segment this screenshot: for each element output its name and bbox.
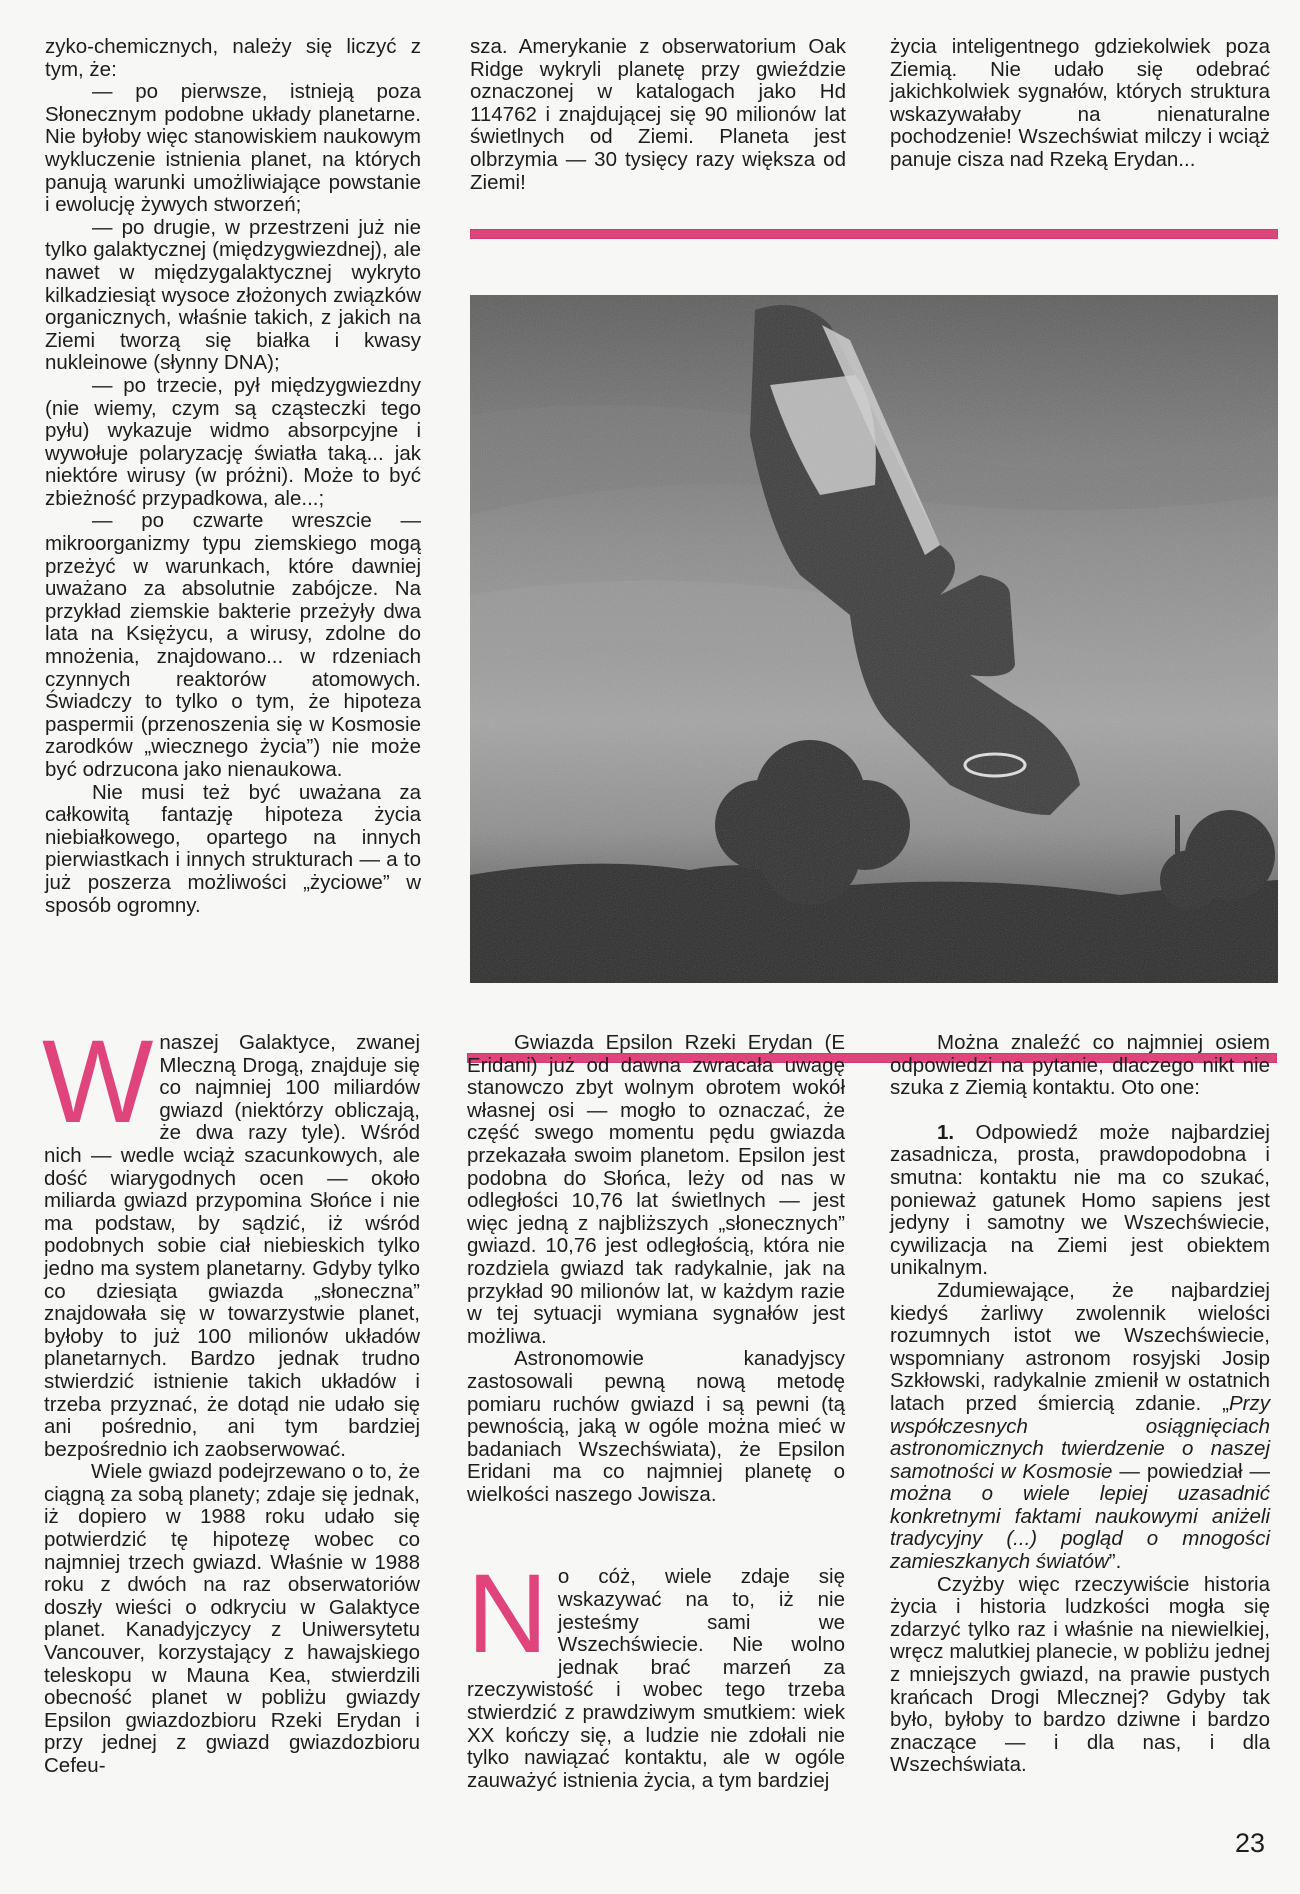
drop-cap: N: [467, 1551, 548, 1677]
quote-text: Przy współczesnych osiągnięciach astronomicznych twierdzenie o naszej samotności w Kosmosie: [890, 1391, 1270, 1483]
list-text: Odpowiedź może najbardziej zasadnicza, prosta, prawdopodobna i smutna: kontaktu nie ma co szukać, ponieważ gatunek Homo sapiens jest jedyny i samotny we Wszechświecie, cywilizacja na Ziemi jest obiektem unikalnym.: [890, 1120, 1270, 1280]
paragraph: Nie musi też być uważana za całkowitą fantazję hipoteza życia niebiałkowego, opartego na innych pierwiastkach i innych strukturach — a to już poszerza możliwości „życiowe” w sposób ogromny.: [45, 780, 421, 917]
paragraph: Wiele gwiazd podejrzewano o to, że ciągną za sobą planety; zdaje się jednak, iż dopiero w 1988 roku udało się potwierdzić tę hipotezę wobec co najmniej trzech gwiazd. Właśnie w 1988 roku z dwóch na raz obserwatoriów doszły wieści o odkryciu w Galaktyce planet. Kanadyjczycy z Uniwersytetu Vancouver, korzystający z hawajskiego teleskopu w Mauna Kea, stwierdzili obecność planet w pobliżu gwiazdy Epsilon gwiazdozbioru Rzeki Erydan i przy jednej z gwiazd gwiazdozbioru Cefeu-: [44, 1460, 420, 1777]
paragraph: — po drugie, w przestrzeni już nie tylko galaktycznej (międzygwiezdnej), ale nawet w międzygalaktycznej wykryto kilkadziesiąt wysoce złożonych związków organicznych, właśnie takich, z jakich na Ziemi tworzą się białka i kwasy nukleinowe (słynny DNA);: [45, 215, 421, 375]
paragraph: — po czwarte wreszcie — mikroorganizmy typu ziemskiego mogą przeżyć w warunkach, które dawniej uważano za absolutnie zabójcze. Na przykład ziemskie bakterie przeżyły dwa lata na Księżycu, a wirusy, zdolne do mnożenia, znajdowano... w rdzeniach czynnych reaktorów atomowych. Świadczy to tylko o tym, że hipoteza paspermii (przenoszenia się w Kosmosie zarodków „wiecznego życia”) nie może być odrzucona jako nienaukowa.: [45, 509, 421, 781]
accent-rule-top: [470, 229, 1278, 239]
paragraph: zyko-chemicznych, należy się liczyć z tym, że:: [45, 35, 421, 81]
column-2-top: [470, 36, 846, 194]
drop-cap: W: [42, 1016, 150, 1148]
paragraph: Czyżby więc rzeczywiście historia życia i historia ludzkości mogła się zdarzyć tylko raz i właśnie na niewielkiej, wręcz malutkiej planecie, w pobliżu jednej z mniejszych gwiazd, na prawie pustych krańcach Drogi Mlecznej? Gdyby tak było, byłoby to bardzo dziwne i bardzo znaczące — i dla nas, i dla Wszechświata.: [890, 1572, 1270, 1777]
page-number: 23: [1234, 1828, 1265, 1858]
paragraph: [890, 1280, 1270, 1574]
paragraph-text: o cóż, wiele zdaje się wskazywać na to, iż nie jesteśmy sami we Wszechświecie. Nie wolno jednak brać marzeń za rzeczywistość i wobec tego trzeba stwierdzić z prawdziwym smutkiem: wiek XX kończy się, a ludzie nie zdołali nie tylko nawiązać kontaktu, ale w ogóle zauważyć istnienia życia, a tym bardziej: [467, 1565, 845, 1792]
paragraph-text: ”.: [1108, 1550, 1122, 1574]
list-item: [890, 1122, 1270, 1280]
column-1-top: [45, 36, 421, 917]
paragraph-text: Zdumiewające, że najbardziej kiedyś żarliwy zwolennik wielości rozumnych istot we Wszechświecie, wspomniany astronom rosyjski Josip Szkłowski, radykalnie zmienił w ostatnich latach przed śmiercią zdanie. „: [890, 1278, 1270, 1415]
paragraph: Astronomowie kanadyjscy zastosowali pewną nową metodę pomiaru ruchów gwiazd i są pewni (tą pewnością, jaką w ogóle można mieć w badaniach Wszechświata), że Epsilon Eridani ma co najmniej planetę o wielkości naszego Jowisza.: [467, 1347, 845, 1506]
column-3-bottom: [890, 1032, 1270, 1777]
paragraph-text: naszej Galaktyce, zwanej Mleczną Drogą, znajduje się co najmniej 100 miliardów gwiazd (niektórzy obliczają, że dwa razy tyle). Wśród nich — wedle wciąż szacunkowych, ale dość wiarygodnych ocen — około miliarda gwiazd przypomina Słońce i nie ma podstaw, by sądzić, iż wśród podobnych sobie ciał niebieskich tylko jedno ma system planetarny. Gdyby tylko co dziesiąta gwiazda „słoneczna” znajdowała się w towarzystwie planet, byłoby to już 100 milionów układów planetarnych. Bardzo jednak trudno stwierdzić istnienie takich układów i trzeba przyznać, że dotąd nie udało się ani pośrednio, ani tym bardziej bezpośrednio ich zaobserwować.: [44, 1031, 420, 1461]
paragraph-text: — powiedział —: [1112, 1459, 1270, 1483]
paragraph: Gwiazda Epsilon Rzeki Erydan (E Eridani) już od dawna zwracała uwagę stanowczo zbyt wolnym obrotem wokół własnej osi — mogło to oznaczać, że część swego momentu pędu gwiazda przekazała swoim planetom. Epsilon jest podobna do Słońca, leży od nas w odległości 10,76 lat świetlnych — jest więc jedną z najbliższych „słonecznych” gwiazd. 10,76 jest odległością, która nie rozdziela gwiazd tak radykalnie, jak na przykład 90 milionów lat, w każdym razie w tej sytuacji wymiana sygnałów jest możliwa.: [467, 1031, 845, 1348]
column-1-bottom: [42, 1016, 420, 1778]
paragraph: — po trzecie, pył międzygwiezdny (nie wiemy, czym są cząsteczki tego pyłu) wykazuje widmo absorpcyjne i wywołuje polaryzację światła taką... jak niektóre wirusy (w próżni). Może to być zbieżność przypadkowa, ale...;: [45, 373, 421, 510]
paragraph: — po pierwsze, istnieją poza Słonecznym podobne układy planetarne. Nie byłoby więc stanowiskiem naukowym wykluczenie istnienia planet, na których panują warunki umożliwiające powstanie i ewolucję żywych stworzeń;: [45, 80, 421, 217]
paragraph: [467, 1551, 845, 1792]
paragraph: Można znaleźć co najmniej osiem odpowiedzi na pytanie, dlaczego nikt nie szuka z Ziemią kontaktu. Oto one:: [890, 1031, 1270, 1100]
quote-text: można o wiele lepiej uzasadnić konkretnymi faktami naukowymi aniżeli tradycyjny (...) pogląd o mnogości zamieszkanych światów: [890, 1482, 1270, 1574]
column-3-top: [890, 36, 1270, 172]
paragraph: [42, 1016, 420, 1461]
list-number: 1.: [937, 1120, 955, 1144]
paragraph: życia inteligentnego gdziekolwiek poza Ziemią. Nie udało się odebrać jakichkolwiek sygnałów, których struktura wskazywałaby na nienaturalne pochodzenie! Wszechświat milczy i wciąż panuje cisza nad Rzeką Erydan...: [890, 35, 1270, 171]
ufo-photo-illustration: [470, 295, 1278, 983]
ufo-photo: [470, 295, 1278, 983]
column-2-bottom: [467, 1032, 845, 1792]
paragraph: sza. Amerykanie z obserwatorium Oak Ridge wykryli planetę przy gwieździe oznaczonej w katalogach jako Hd 114762 i znajdującej się 90 milionów lat świetlnych od Ziemi. Planeta jest olbrzymia — 30 tysięcy razy większa od Ziemi!: [470, 35, 846, 194]
